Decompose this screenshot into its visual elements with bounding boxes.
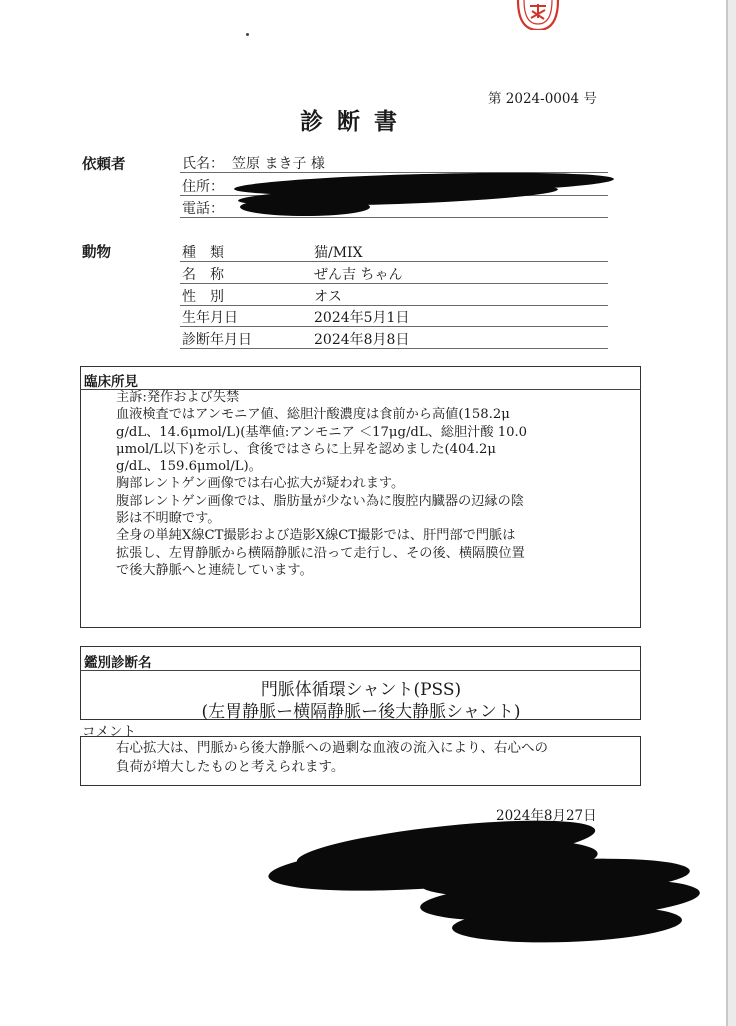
diagnosis-detail: (左胃静脈ー横隔静脈ー後大静脈シャント) — [201, 702, 521, 722]
comment-heading: コメント — [82, 724, 136, 740]
comment-line: 負荷が増大したものと考えられます。 — [116, 759, 345, 775]
row-underline — [180, 326, 608, 327]
row-underline — [180, 305, 608, 306]
address-label: 住所： — [182, 179, 224, 195]
clinical-line: g/dL、14.6μmol/L)(基準値:アンモニア ＜17μg/dL、総胆汁酸 10.0 — [116, 424, 528, 440]
owner-name: 笠原 まき子 様 — [232, 156, 325, 172]
page-title: 診断書 — [300, 108, 411, 135]
phone-label: 電話： — [182, 201, 224, 217]
animal-section-label: 動物 — [82, 244, 111, 261]
paper-edge — [726, 0, 728, 1026]
pet-name-label: 名 称 — [182, 267, 224, 283]
row-underline — [180, 261, 608, 262]
clinical-line: g/dL、159.6μmol/L)。 — [116, 459, 262, 475]
clinical-line: 全身の単純X線CT撮影および造影X線CT撮影では、肝門部で門脈は — [116, 528, 516, 544]
clinical-line: 胸部レントゲン画像では右心拡大が疑われます。 — [116, 476, 405, 492]
speck — [246, 33, 249, 36]
clinical-line: で後大静脈へと連続しています。 — [116, 562, 313, 578]
document-number: 第 2024-0004 号 — [488, 91, 597, 107]
differential-diagnosis-heading: 鑑別診断名 — [84, 655, 152, 671]
issue-date: 2024年8月27日 — [496, 808, 597, 824]
sex-value: オス — [314, 289, 342, 305]
diagnosis-date-label: 診断年月日 — [182, 332, 252, 348]
redaction-mark — [240, 198, 370, 216]
phone-underline — [180, 217, 608, 218]
clinical-line: 影は不明瞭です。 — [116, 511, 221, 527]
name-label: 氏名： — [182, 156, 224, 172]
diagnosis-date-value: 2024年8月8日 — [314, 332, 410, 348]
row-underline — [180, 348, 608, 349]
comment-text — [116, 739, 548, 777]
clinical-line: 拡張し、左胃静脈から横隔静脈に沿って走行し、その後、横隔膜位置 — [116, 545, 525, 561]
diagnosis-primary: 門脈体循環シャント(PSS) — [260, 680, 462, 700]
species-value: 猫/MIX — [314, 245, 363, 261]
comment-line: 右心拡大は、門脈から後大静脈への過剰な血液の流入により、右心への — [116, 740, 548, 756]
clinical-findings-text — [116, 389, 616, 579]
clinical-line: 腹部レントゲン画像では、脂肪量が少ない為に腹腔内臓器の辺縁の陰 — [116, 493, 524, 509]
box-divider — [80, 670, 641, 671]
sex-label: 性 別 — [182, 289, 224, 305]
clinical-line: 主訴:発作および失禁 — [116, 390, 240, 405]
pet-name-value: ぜん吉 ちゃん — [314, 267, 403, 283]
row-underline — [180, 283, 608, 284]
clinical-findings-heading: 臨床所見 — [84, 374, 138, 390]
species-label: 種 類 — [182, 245, 224, 261]
requester-section-label: 依頼者 — [82, 156, 126, 173]
birth-date-value: 2024年5月1日 — [314, 310, 410, 326]
birth-date-label: 生年月日 — [182, 310, 238, 326]
seal-stamp-icon — [516, 0, 560, 30]
clinical-line: μmol/L以下)を示し、食後ではさらに上昇を認めました(404.2μ — [116, 441, 496, 457]
clinical-line: 血液検査ではアンモニア値、総胆汁酸濃度は食前から高値(158.2μ — [116, 407, 510, 423]
